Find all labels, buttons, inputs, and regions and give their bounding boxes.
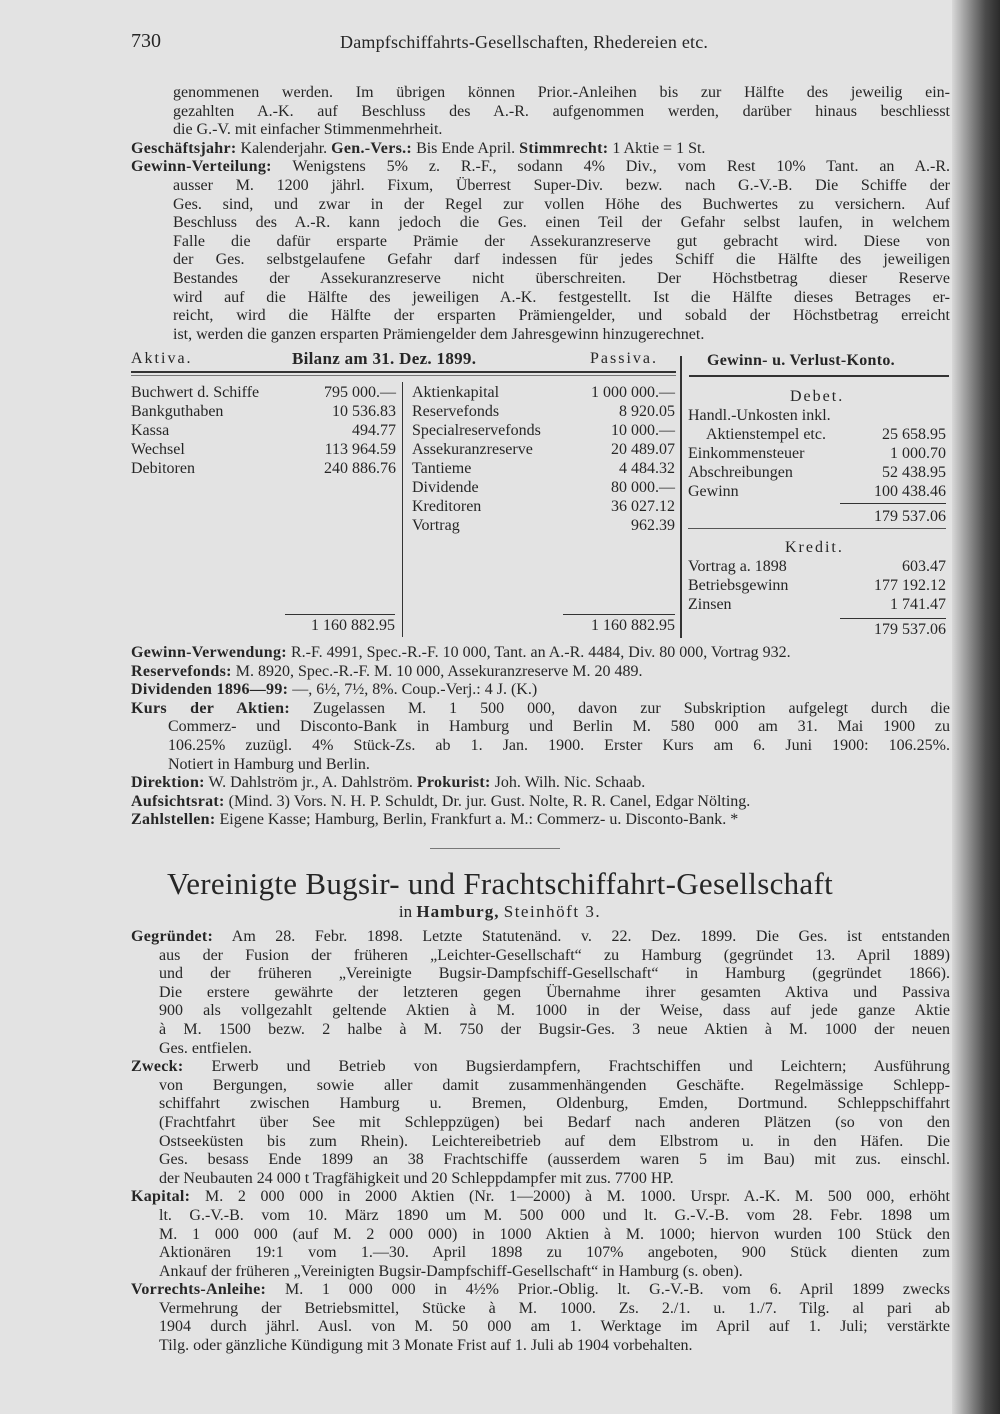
text-line: der Neubauten 24 000 t Tragfähigkeit und 20 Schleppdampfer mit zus. 7700 HP. <box>159 1169 674 1187</box>
field-value: Am 28. Febr. 1898. Letzte Statutenänd. v. 22. Dez. 1899. Die Ges. ist entstanden <box>213 928 950 945</box>
row-amount: 1 741.47 <box>890 596 946 613</box>
paragraph <box>131 644 950 663</box>
row-item: Tantieme <box>412 460 472 477</box>
field-label: Aufsichtsrat: <box>131 792 225 810</box>
field-value: Zugelassen M. 1 500 000, davon zur Subskription aufgelegt durch die <box>289 699 950 717</box>
section-financial-details <box>131 644 950 830</box>
field-value: Kalenderjahr. <box>236 139 332 157</box>
text-line <box>131 793 950 812</box>
field-value: M. 1 000 000 in 4½% Prior.-Oblig. lt. G.-V.-B. vom 6. April 1899 zwecks <box>266 1281 950 1299</box>
paragraph <box>131 700 950 774</box>
text-line: von Bergungen, sowie aller damit zusammenhängenden Geschäfte. Regelmässige Schlepp- <box>159 1076 950 1094</box>
field-label: Prokurist: <box>416 774 491 792</box>
row-item: Bankguthaben <box>131 403 224 420</box>
text-line: Falle die dafür ersparte Prämie der Assekuranzreserve gut gebracht wird. Diese von <box>173 232 950 250</box>
row-amount: 80 000.— <box>611 479 675 496</box>
text-line: die G.-V. mit einfacher Stimmenmehrheit. <box>173 121 443 139</box>
passiva-sum-rule <box>563 614 675 615</box>
passiva-total: 1 160 882.95 <box>591 617 675 634</box>
company-location <box>0 902 1000 922</box>
text-line <box>131 644 950 663</box>
row-amount: 25 658.95 <box>882 426 946 443</box>
paragraph <box>131 140 950 159</box>
paragraph <box>131 928 950 1058</box>
balance-title: Bilanz am 31. Dez. 1899. <box>292 349 477 368</box>
row-amount: 10 000.— <box>611 422 675 439</box>
row-item: Reservefonds <box>412 403 500 420</box>
field-label: Stimmrecht: <box>519 139 609 157</box>
row-amount: 795 000.— <box>324 384 396 401</box>
text-line <box>131 1058 950 1077</box>
field-value: Joh. Wilh. Nic. Schaab. <box>490 774 646 792</box>
debet-label: Debet. <box>790 388 845 405</box>
field-label: Reservefonds: <box>131 662 232 680</box>
text-line: Ankauf der früheren „Vereinigten Bugsir-Dampfschiff-Gesellschaft“ in Hamburg (s. oben). <box>159 1262 743 1280</box>
row-amount: 10 536.83 <box>332 403 396 420</box>
text-line: Tilg. oder gänzliche Kündigung mit 3 Monate Frist auf 1. Juli ab 1904 vorbehalten. <box>159 1337 693 1355</box>
field-value: R.-F. 4991, Spec.-R.-F. 10 000, Tant. an A.-R. 4484, Div. 80 000, Vortrag 932. <box>286 644 791 661</box>
text-line <box>131 1188 950 1207</box>
paragraph <box>131 1188 950 1281</box>
pl-divider <box>680 356 682 638</box>
field-value: M. 8920, Spec.-R.-F. M. 10 000, Assekuranzreserve M. 20 489. <box>231 662 643 680</box>
aktiva-total: 1 160 882.95 <box>311 617 395 634</box>
text-line <box>131 663 950 682</box>
field-label: Dividenden 1896—99: <box>131 681 289 699</box>
field-value: Erwerb und Betrieb von Bugsierdampfern, Frachtschiffen und Leichtern; Ausführung <box>183 1058 950 1076</box>
text-line: reicht, wird die Hälfte der ersparten Prämiengelder, und sobald der Höchstbetrag erreicht <box>173 307 950 325</box>
field-label: Vorrechts-Anleihe: <box>131 1281 267 1299</box>
field-label: Direktion: <box>131 774 205 792</box>
text-line: ist, werden die ganzen ersparten Prämiengelder dem Jahresgewinn hinzugerechnet. <box>173 325 705 343</box>
row-amount: 52 438.95 <box>882 464 946 481</box>
row-amount: 8 920.05 <box>619 403 675 420</box>
text-line: 900 als vollgezahlt geltende Aktien à M. 1000 in der Weise, dass auf jede ganze Aktie <box>159 1002 950 1020</box>
paragraph <box>131 811 950 830</box>
row-item: Buchwert d. Schiffe <box>131 384 260 401</box>
company-city: Hamburg, <box>416 902 500 921</box>
paragraph <box>131 1281 950 1355</box>
row-item: Kassa <box>131 422 170 439</box>
field-label: Zahlstellen: <box>131 811 216 829</box>
kredit-total: 179 537.06 <box>874 621 946 638</box>
text-line <box>131 140 950 159</box>
row-item: Dividende <box>412 479 479 496</box>
field-value: Wenigstens 5% z. R.-F., sodann 4% Div., vom Rest 10% Tant. an A.-R. <box>271 158 950 176</box>
balance-divider <box>402 382 403 637</box>
pl-header-rule <box>689 375 949 377</box>
balance-header-rule <box>131 371 676 373</box>
company-name: Vereinigte Bugsir- und Frachtschiffahrt-Gesellschaft <box>166 866 834 901</box>
paragraph <box>131 793 950 812</box>
kredit-sum-rule <box>840 618 946 619</box>
page-number: 730 <box>131 30 161 52</box>
field-value: Eigene Kasse; Hamburg, Berlin, Frankfurt a. M.: Commerz- u. Disconto-Bank. * <box>215 811 739 829</box>
row-amount: 962.39 <box>631 517 675 534</box>
field-label: Zweck: <box>131 1058 184 1076</box>
row-amount: 100 438.46 <box>874 483 946 500</box>
text-line: gezahlten A.-K. auf Beschluss des A.-R. aufgenommen werden, darüber hinaus beschliesst <box>173 102 950 120</box>
text-line: Commerz- und Disconto-Bank in Hamburg und Berlin M. 580 000 am 31. Mai 1900 zu <box>168 718 950 736</box>
text-line: genommenen werden. Im übrigen können Prior.-Anleihen bis zur Hälfte des jeweilig ein- <box>173 84 950 101</box>
row-amount: 240 886.76 <box>324 460 396 477</box>
passiva-label: Passiva. <box>590 350 658 367</box>
text-line: 1904 durch jährl. Ausl. von M. 50 000 am 1. Werktage im April auf 1. Juli; verstärkte <box>159 1318 950 1336</box>
row-item: Assekuranzreserve <box>412 441 533 458</box>
row-amount: 113 964.59 <box>324 441 396 458</box>
paragraph <box>131 663 950 682</box>
paragraph <box>131 1058 950 1188</box>
pl-separator <box>688 528 946 529</box>
row-item: Einkommensteuer <box>688 445 805 462</box>
location-prefix: in <box>398 902 413 921</box>
row-item: Aktienkapital <box>412 384 500 401</box>
row-amount: 177 192.12 <box>874 577 946 594</box>
aktiva-label: Aktiva. <box>131 350 193 367</box>
text-line <box>131 928 950 947</box>
row-item: Betriebsgewinn <box>688 577 789 594</box>
row-amount: 4 484.32 <box>619 460 675 477</box>
text-line: Ostseeküsten bis zum Rhein). Leichtereibetrieb auf dem Elbstrom u. in den Häfen. Die <box>159 1132 950 1150</box>
paragraph <box>131 84 950 140</box>
row-item: Vortrag <box>412 517 460 534</box>
row-amount: 494.77 <box>352 422 396 439</box>
field-value: (Mind. 3) Vors. N. H. P. Schuldt, Dr. jur. Gust. Nolte, R. R. Canel, Edgar Nölting. <box>224 792 751 810</box>
text-line: Aktionären 19:1 vom 1.—30. April 1898 zu 107% angeboten, 900 Stück dienten zum <box>159 1244 950 1262</box>
field-value: 1 Aktie = 1 St. <box>608 139 706 157</box>
row-item: Debitoren <box>131 460 195 477</box>
row-item: Wechsel <box>131 441 185 458</box>
text-line: ausser M. 1200 jährl. Fixum, Überrest Super-Div. bezw. nach G.-V.-B. Die Schiffe der <box>173 176 950 194</box>
text-line: schiffahrt zwischen Hamburg u. Bremen, Oldenburg, Emden, Dortmund. Schleppschiffahrt <box>159 1095 950 1113</box>
text-line: Ges. besass Ende 1899 an 38 Frachtschiffe (ausserdem waren 5 im Bau) mit zus. einschl. <box>159 1151 950 1169</box>
kredit-label: Kredit. <box>785 539 844 556</box>
balance-header-rule-thin <box>131 375 676 376</box>
field-value: M. 2 000 000 in 2000 Aktien (Nr. 1—2000) à M. 1000. Urspr. A.-K. M. 500 000, erhöht <box>190 1188 950 1206</box>
text-line: Vermehrung der Betriebsmittel, Stücke à M. 1000. Zs. 2./1. u. 1./7. Tilg. al pari ab <box>159 1299 950 1317</box>
text-line <box>131 158 950 177</box>
text-line: 106.25% zuzügl. 4% Stück-Zs. ab 1. Jan. 1900. Erster Kurs am 6. Juni 1900: 106.25%. <box>168 736 950 754</box>
text-line: Notiert in Hamburg und Berlin. <box>168 755 370 773</box>
company-address: Steinhöft 3. <box>503 902 602 921</box>
debet-total: 179 537.06 <box>874 508 946 525</box>
row-item: Vortrag a. 1898 <box>688 558 787 575</box>
running-title: Dampfschiffahrts-Gesellschaften, Rhedereien etc. <box>340 32 709 52</box>
text-line: wird auf die Hälfte des jeweiligen A.-K. festgestellt. Ist die Hälfte dieses Betrages er- <box>173 288 950 306</box>
pl-title: Gewinn- u. Verlust-Konto. <box>707 352 895 369</box>
field-label: Kurs der Aktien: <box>131 699 290 717</box>
row-item: Specialreservefonds <box>412 422 541 439</box>
row-amount: 20 489.07 <box>611 441 675 458</box>
text-line <box>131 774 950 793</box>
text-line <box>131 811 950 830</box>
debet-sum-rule <box>840 503 946 504</box>
row-item: Gewinn <box>688 483 739 500</box>
text-line: (Frachtfahrt über See mit Schleppzügen) bei Bedarf nach anderen Plätzen (so von den <box>159 1113 950 1131</box>
text-line <box>131 1281 950 1300</box>
text-line: Die erstere gewährte der letzteren gegen Übernahme ihrer gesamten Aktiva und Passiva <box>159 983 950 1001</box>
row-item: Abschreibungen <box>688 464 793 481</box>
text-line: und der früheren „Vereinigte Bugsir-Dampfschiff-Gesellschaft“ in Hamburg (gegründet 1866). <box>159 965 950 983</box>
text-line: Ges. sind, und zwar in der Regel zur vollen Höhe des Buchwertes zu versichern. Auf <box>173 195 950 213</box>
field-label: Gewinn-Verwendung: <box>131 644 287 661</box>
text-line <box>131 681 950 700</box>
text-line: lt. G.-V.-B. vom 10. März 1890 um M. 500 000 und lt. G.-V.-B. vom 28. Febr. 1898 um <box>159 1206 950 1224</box>
field-value: Bis Ende April. <box>412 139 520 157</box>
row-amount: 36 027.12 <box>611 498 675 515</box>
row-amount: 603.47 <box>902 558 946 575</box>
field-label: Kapital: <box>131 1188 191 1206</box>
row-item: Handl.-Unkosten inkl. <box>688 407 831 424</box>
text-line: à M. 1500 bezw. 2 halbe à M. 750 der Bugsir-Ges. 3 neue Aktien à M. 1000 der neuen <box>159 1020 950 1038</box>
field-label: Gewinn-Verteilung: <box>131 158 272 176</box>
field-label: Gen.-Vers.: <box>331 139 413 157</box>
row-amount: 1 000 000.— <box>591 384 675 401</box>
text-line: Bestandes der Assekuranzreserve nicht überschreiten. Der Höchstbetrag dieser Reserve <box>173 269 950 287</box>
aktiva-sum-rule <box>285 614 395 615</box>
field-label: Gegründet: <box>131 928 214 945</box>
row-amount: 1 000.70 <box>890 445 946 462</box>
page-gutter-shadow <box>952 0 1000 1414</box>
field-value: W. Dahlström jr., A. Dahlström. <box>204 774 417 792</box>
paragraph <box>131 681 950 700</box>
text-line: der Ges. selbstgelaufene Gefahr darf indessen für jedes Schiff die Hälfte des jeweiligen <box>173 251 950 269</box>
text-line: Beschluss des A.-R. kann jedoch die Ges. einen Teil der Gefahr selbst laufen, in welchem <box>173 214 950 232</box>
text-line <box>131 700 950 719</box>
field-value: —, 6½, 7½, 8%. Coup.-Verj.: 4 J. (K.) <box>288 681 538 699</box>
field-label: Geschäftsjahr: <box>131 139 237 157</box>
paragraph <box>131 158 950 344</box>
row-item: Zinsen <box>688 596 732 613</box>
section-continued-entry <box>131 84 950 344</box>
paragraph <box>131 774 950 793</box>
text-line: M. 1 000 000 (auf M. 2 000 000) in 1000 Aktien à M. 1000; hiervon wurden 100 Stück den <box>159 1225 950 1243</box>
text-line: Ges. entfielen. <box>159 1039 252 1057</box>
text-line: aus der Fusion der früheren „Leichter-Gesellschaft“ zu Hamburg (gegründet 13. April 1889) <box>159 946 950 964</box>
section-company-entry <box>131 928 950 1356</box>
row-item: Aktienstempel etc. <box>706 426 826 443</box>
row-item: Kreditoren <box>412 498 482 515</box>
entry-separator <box>430 848 560 849</box>
